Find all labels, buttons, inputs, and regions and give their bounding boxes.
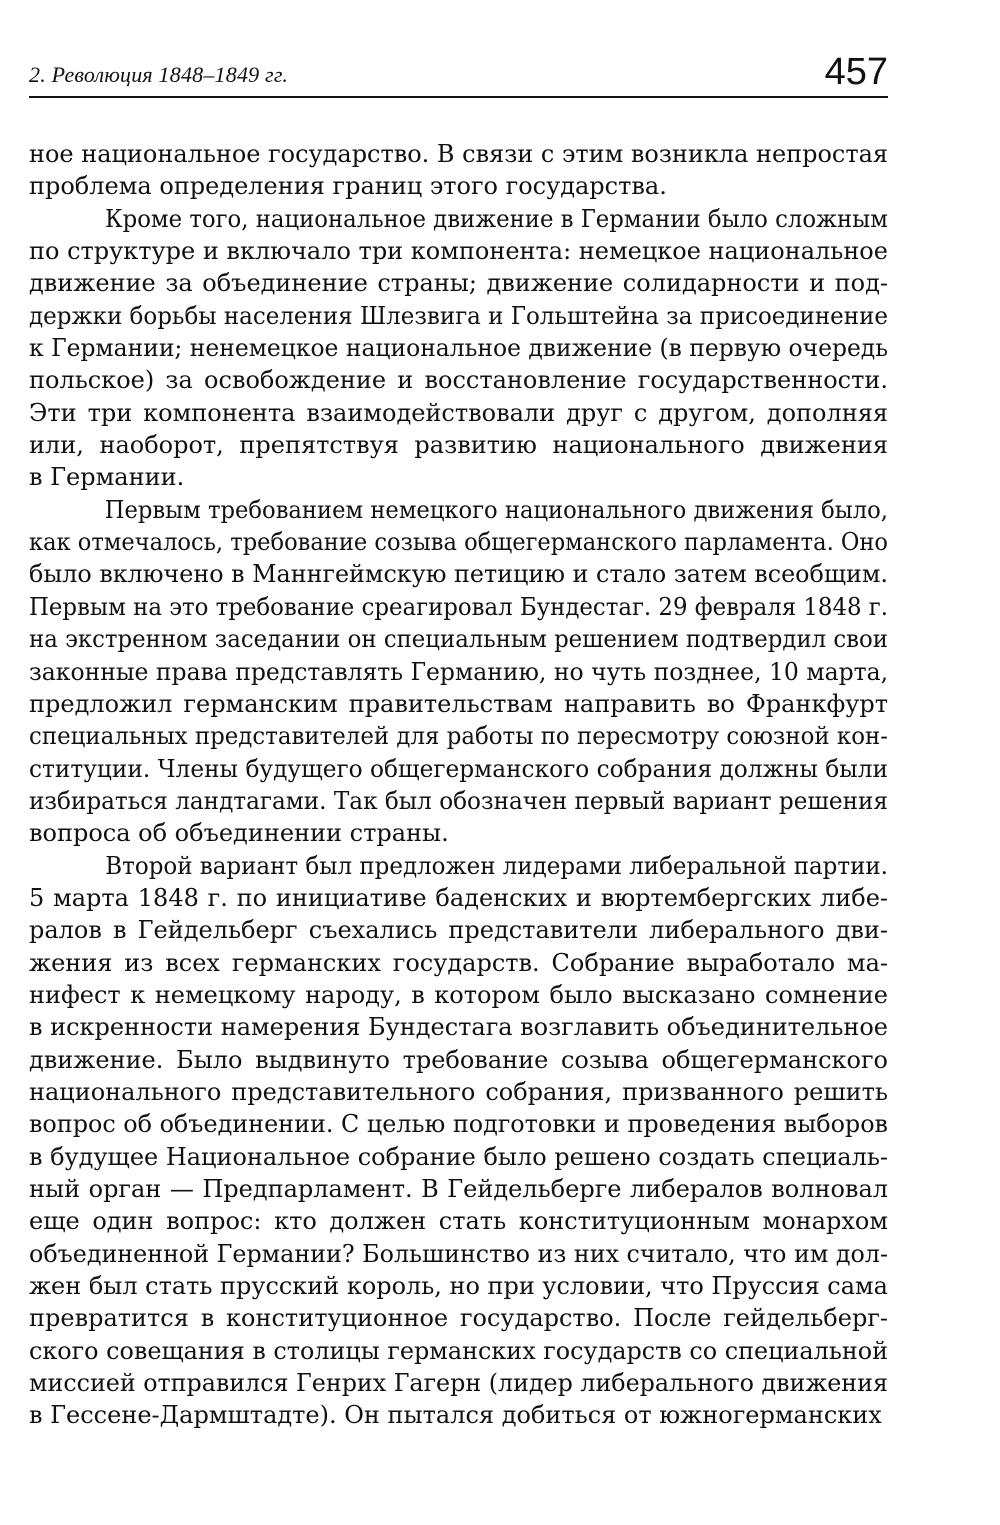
text-line: ского совещания в столицы германских государств со специальной: [29, 1336, 889, 1365]
text-line: превратится в конституционное государство. После гейдельберг-: [29, 1304, 888, 1333]
text-line: Первым требованием немецкого национального движения было,: [104, 495, 888, 524]
text-line: избираться ландтагами. Так был обозначен первый вариант решения: [29, 786, 888, 815]
text-line: Кроме того, национальное движение в Германии было сложным: [104, 204, 888, 233]
text-line: в Гессене-Дармштадте). Он пытался добиться от южногерманских: [29, 1401, 882, 1430]
page-header: [29, 52, 888, 98]
text-line: проблема определения границ этого государства.: [29, 172, 667, 201]
text-line: на экстренном заседании он специальным решением подтвердил свои: [29, 625, 888, 654]
text-line: как отмечалось, требование созыва общегерманского парламента. Оно: [29, 528, 888, 557]
text-line: вопрос об объединении. С целью подготовки и проведения выборов: [29, 1110, 888, 1139]
running-head: 2. Революция 1848–1849 гг.: [29, 62, 289, 87]
text-line: жения из всех германских государств. Собрание выработало ма-: [29, 948, 888, 977]
text-line: Второй вариант был предложен лидерами либеральной партии.: [105, 851, 888, 880]
paragraph: [29, 850, 888, 1432]
text-line: в искренности намерения Бундестага возглавить объединительное: [29, 1013, 889, 1042]
text-line: было включено в Маннгеймскую петицию и стало затем всеобщим.: [29, 560, 888, 589]
text-line: 5 марта 1848 г. по инициативе баденских и вюртембергских либе-: [29, 883, 888, 912]
text-line: к Германии; ненемецкое национальное движение (в первую очередь: [29, 334, 888, 363]
text-line: нифест к немецкому народу, в котором было высказано сомнение: [29, 980, 888, 1009]
text-line: Первым на это требование среагировал Бундестаг. 29 февраля 1848 г.: [29, 592, 888, 621]
text-line: еще один вопрос: кто должен стать конституционным монархом: [29, 1207, 888, 1236]
text-line: законные права представлять Германию, но чуть позднее, 10 марта,: [29, 657, 889, 686]
text-line: национального представительного собрания, призванного решить: [29, 1077, 888, 1106]
text-line: в Германии.: [29, 463, 185, 492]
text-line: миссией отправился Генрих Гагерн (лидер либерального движения: [29, 1369, 888, 1398]
page-number: 457: [824, 51, 888, 93]
text-line: ституции. Члены будущего общегерманского собрания должны были: [29, 754, 888, 783]
text-line: ралов в Гейдельберг съехались представители либерального дви-: [29, 916, 888, 945]
text-line: Эти три компонента взаимодействовали друг с другом, дополняя: [29, 398, 888, 427]
paragraph: [29, 138, 888, 203]
text-line: ное национальное государство. В связи с этим возникла непростая: [29, 140, 889, 168]
paragraph: [29, 494, 888, 850]
text-line: по структуре и включало три компонента: немецкое национальное: [29, 237, 888, 266]
paragraph: [29, 203, 888, 494]
body-text: [29, 138, 888, 1432]
text-line: специальных представителей для работы по пересмотру союзной кон-: [29, 722, 888, 751]
text-line: вопроса об объединении страны.: [29, 819, 449, 848]
text-line: объединенной Германии? Большинство из них считало, что им дол-: [29, 1239, 889, 1268]
text-line: польское) за освобождение и восстановление государственности.: [29, 366, 888, 395]
text-line: держки борьбы населения Шлезвига и Гольштейна за присоединение: [29, 301, 888, 330]
text-line: или, наоборот, препятствуя развитию национального движения: [29, 431, 888, 460]
text-line: движение. Было выдвинуто требование созыва общегерманского: [29, 1045, 888, 1074]
text-line: движение за объединение страны; движение солидарности и под-: [29, 269, 888, 298]
text-line: жен был стать прусский король, но при условии, что Пруссия сама: [29, 1272, 888, 1301]
text-line: ный орган — Предпарламент. В Гейдельберге либералов волновал: [29, 1175, 888, 1203]
text-line: предложил германским правительствам направить во Франкфурт: [29, 689, 888, 718]
text-line: в будущее Национальное собрание было решено создать специаль-: [29, 1142, 888, 1171]
